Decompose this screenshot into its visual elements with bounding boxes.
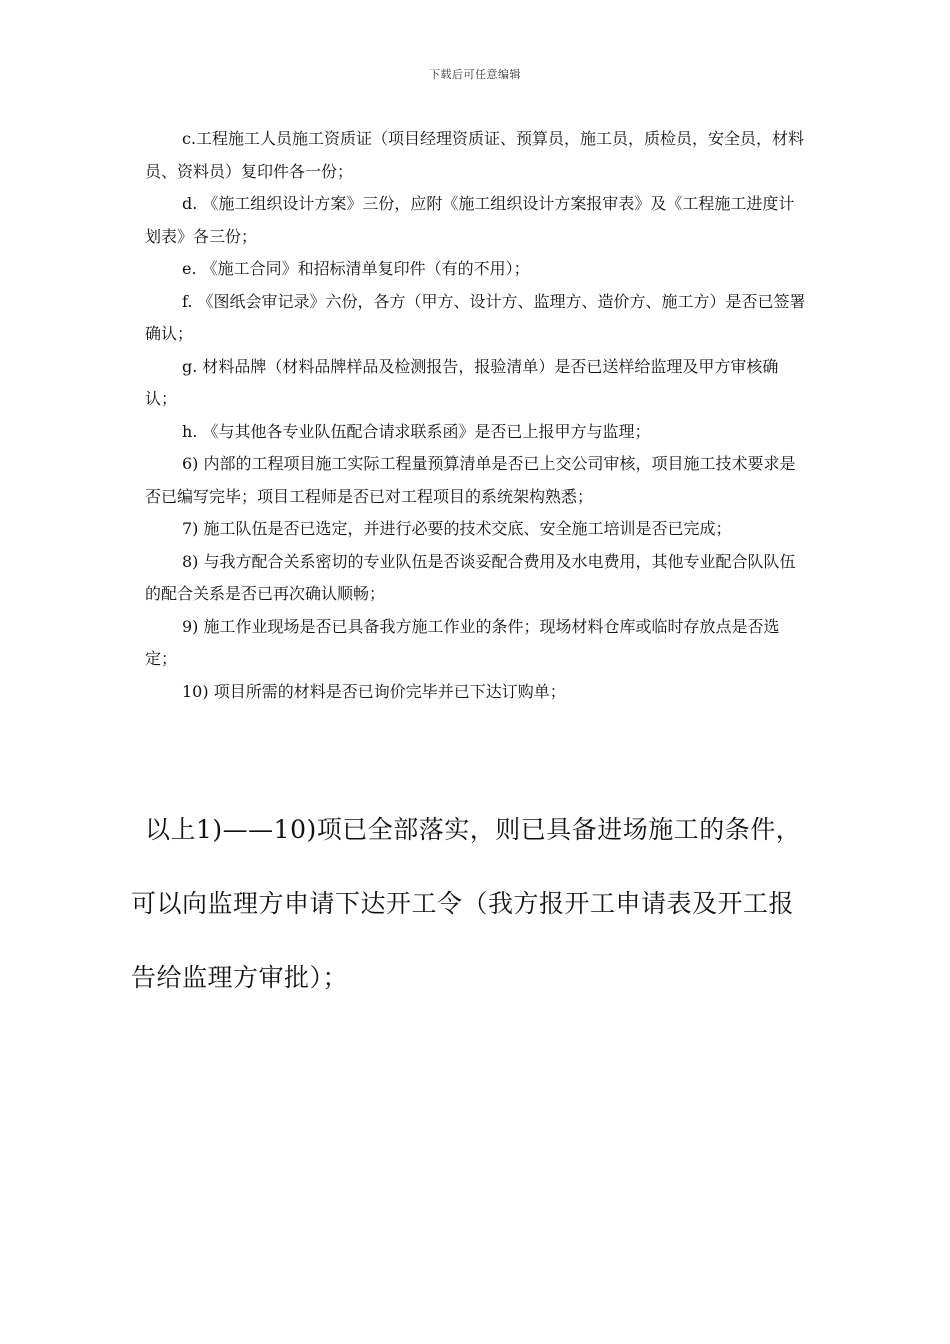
- conclusion-line-3: 告给监理方审批）；: [131, 963, 349, 992]
- paragraph-10: 10) 项目所需的材料是否已询价完毕并已下达订购单；: [182, 681, 566, 701]
- paragraph-g: g. 材料品牌（材料品牌样品及检测报告，报验清单）是否已送样给监理及甲方审核确认；: [145, 356, 779, 408]
- paragraph-f: f. 《图纸会审记录》六份，各方（甲方、设计方、监理方、造价方、施工方）是否已签署确认；: [145, 291, 806, 343]
- paragraph-6: 6) 内部的工程项目施工实际工程量预算清单是否已上交公司审核，项目施工技术要求是否已编写完毕；项目工程师是否已对工程项目的系统架构熟悉；: [145, 454, 796, 506]
- paragraph-8: 8) 与我方配合关系密切的专业队伍是否谈妥配合费用及水电费用，其他专业配合队队伍的配合关系是否已再次确认顺畅；: [145, 551, 796, 603]
- paragraph-e: e. 《施工合同》和招标清单复印件（有的不用）；: [182, 259, 530, 278]
- paragraph-d: d. 《施工组织设计方案》三份，应附《施工组织设计方案报审表》及《工程施工进度计划表》各三份；: [145, 194, 795, 246]
- page-header: 下载后可任意编辑: [429, 68, 521, 81]
- document-body: [145, 123, 810, 708]
- conclusion-line-1: 以上1)——10)项已全部落实，则已具备进场施工的条件，: [145, 815, 802, 844]
- paragraph-h: h. 《与其他各专业队伍配合请求联系函》是否已上报甲方与监理；: [182, 421, 651, 441]
- conclusion-line-2: 可以向监理方申请下达开工令（我方报开工申请表及开工报: [131, 889, 795, 918]
- paragraph-9: 9) 施工作业现场是否已具备我方施工作业的条件；现场材料仓库或临时存放点是否选定；: [145, 616, 780, 668]
- paragraph-c: c.工程施工人员施工资质证（项目经理资质证、预算员，施工员，质检员，安全员，材料员、资料员）复印件各一份；: [145, 129, 805, 181]
- paragraph-7: 7) 施工队伍是否已选定，并进行必要的技术交底、安全施工培训是否已完成；: [182, 519, 732, 538]
